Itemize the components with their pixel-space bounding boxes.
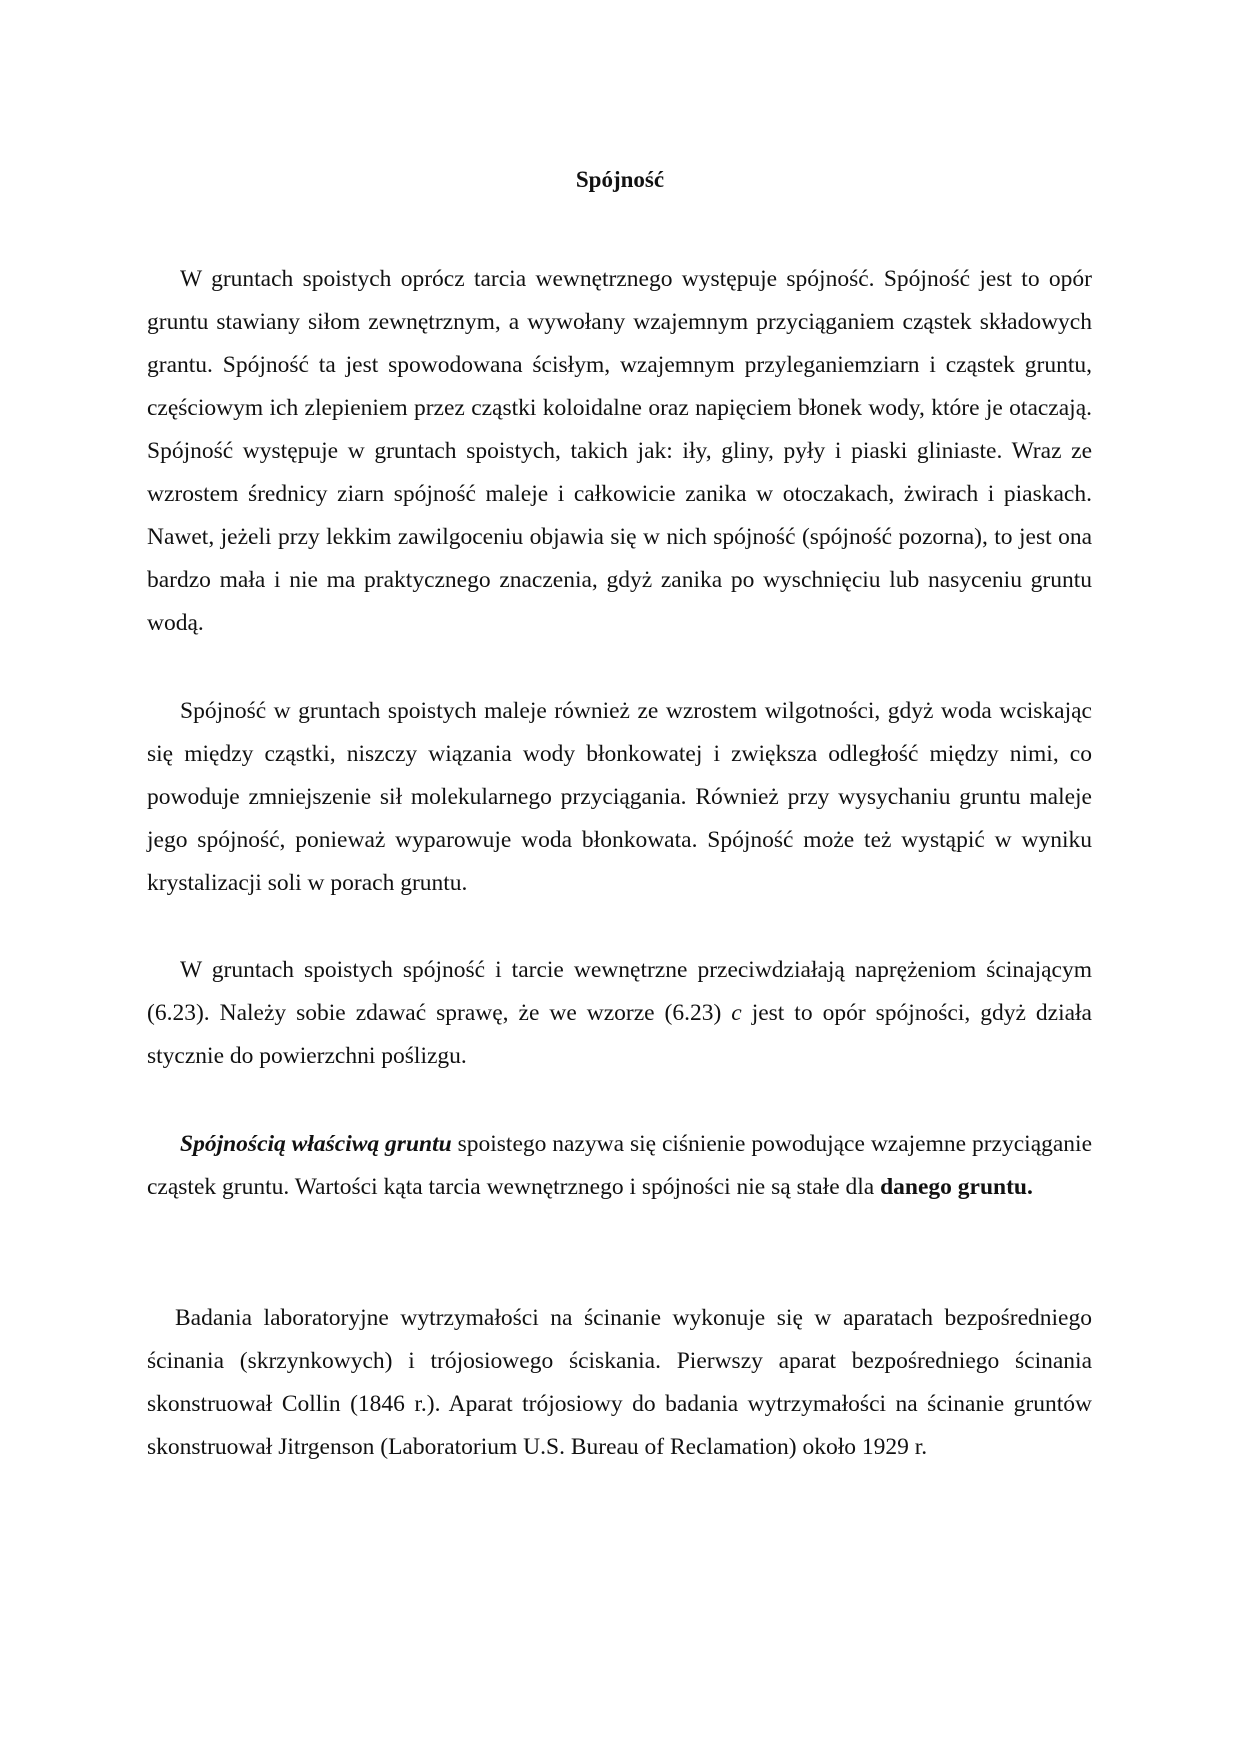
page-title: Spójność (575, 167, 665, 192)
paragraph-3-text-after: jest to opór spójności, gdyż działa stycznie do powierzchni poślizgu. (147, 1000, 1092, 1069)
paragraph-2: Spójność w gruntach spoistych maleje również ze wzrostem wilgotności, gdyż woda wciskając się między cząstki, niszczy wiązania wody błonkowatej i zwiększa odległość między nimi, co powoduje zmniejszenie sił molekularnego przyciągania. Również przy wysychaniu gruntu maleje jego spójność, ponieważ wyparowuje woda błonkowata. Spójność może też wystąpić w wyniku krystalizacji soli w porach gruntu. (147, 698, 1092, 896)
paragraph-4-block (147, 1123, 1092, 1209)
paragraph-5: Badania laboratoryjne wytrzymałości na ścinanie wykonuje się w aparatach bezpośredniego ścinania (skrzynkowych) i trójosiowego ściskania. Pierwszy aparat bezpośredniego ścinania skonstruował Collin (1846 r.). Aparat trójosiowy do badania wytrzymałości na ścinanie gruntów skonstruował Jitrgenson (Laboratorium U.S. Bureau of Reclamation) około 1929 r. (147, 1305, 1092, 1460)
paragraph-3-block (147, 949, 1092, 1078)
paragraph-3 (147, 949, 1092, 1078)
defined-term: Spójnością właściwą gruntu (180, 1131, 452, 1157)
paragraph-3-text-before: W gruntach spoistych spójność i tarcie wewnętrzne przeciwdziałają naprężeniom ścinającym (6.23). Należy sobie zdawać sprawę, że we wzorze (6.23) (147, 957, 1092, 1026)
paragraph-5-block (147, 1297, 1092, 1469)
cohesion-symbol: c (731, 1000, 742, 1026)
paragraph-2-block (147, 690, 1092, 905)
paragraph-1-block (147, 258, 1092, 645)
paragraph-4-end: danego gruntu. (880, 1174, 1033, 1200)
paragraph-4 (147, 1123, 1092, 1209)
paragraph-4-text: spoistego nazywa się ciśnienie powodujące wzajemne przyciąganie cząstek gruntu. Wartości kąta tarcia wewnętrznego i spójności nie są stałe dla (147, 1131, 1093, 1200)
paragraph-1: W gruntach spoistych oprócz tarcia wewnętrznego występuje spójność. Spójność jest to opór gruntu stawiany siłom zewnętrznym, a wywołany wzajemnym przyciąganiem cząstek składowych grantu. Spójność ta jest spowodowana ścisłym, wzajemnym przyleganiemziarn i cząstek gruntu, częściowym ich zlepieniem przez cząstki koloidalne oraz napięciem błonek wody, które je otaczają. Spójność występuje w gruntach spoistych, takich jak: iły, gliny, pyły i piaski gliniaste. Wraz ze wzrostem średnicy ziarn spójność maleje i całkowicie zanika w otoczakach, żwirach i piaskach. Nawet, jeżeli przy lekkim zawilgoceniu objawia się w nich spójność (spójność pozorna), to jest ona bardzo mała i nie ma praktycznego znaczenia, gdyż zanika po wyschnięciu lub nasyceniu gruntu wodą. (147, 266, 1092, 636)
